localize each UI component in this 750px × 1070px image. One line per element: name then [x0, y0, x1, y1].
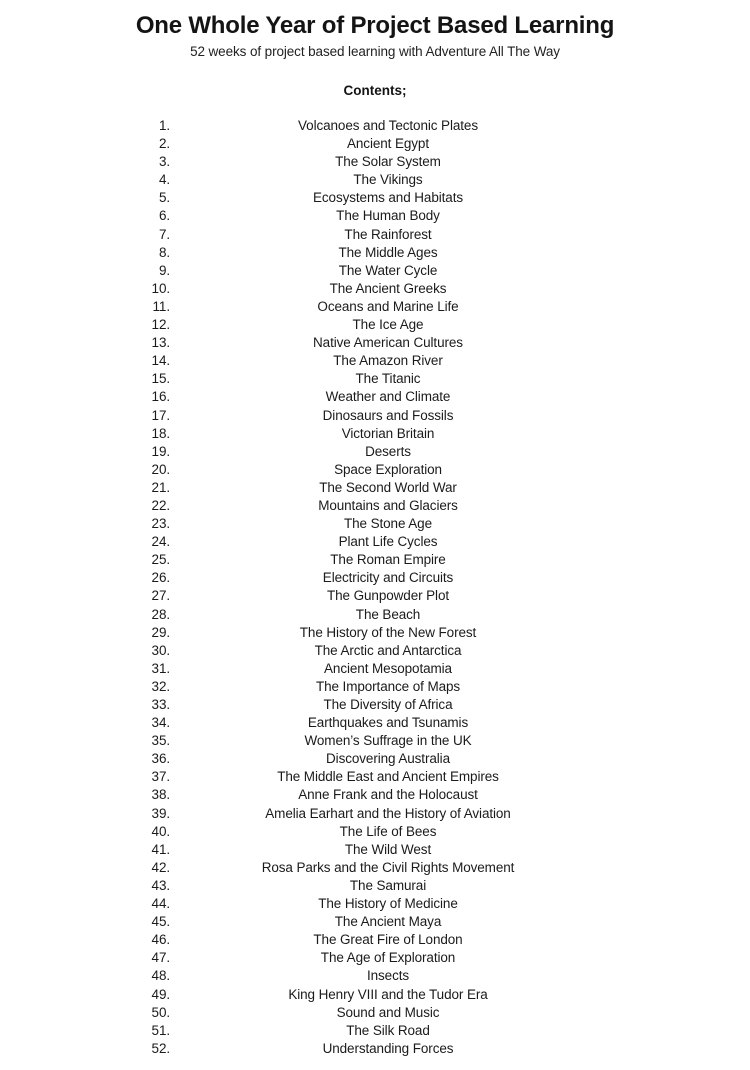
- toc-item-title: The History of Medicine: [318, 896, 458, 912]
- toc-item-number: 43.: [151, 877, 170, 893]
- contents-list: [0, 117, 750, 1058]
- page-title: One Whole Year of Project Based Learning: [135, 12, 615, 39]
- toc-item-number: 20.: [151, 461, 170, 477]
- toc-item-number: 7.: [158, 226, 170, 242]
- toc-item-number: 37.: [151, 769, 170, 785]
- toc-item-number: 49.: [151, 986, 170, 1002]
- toc-item-number: 52.: [151, 1040, 170, 1056]
- toc-row: [0, 931, 750, 949]
- toc-item-number: 36.: [151, 751, 170, 767]
- toc-item-title: The Silk Road: [346, 1022, 430, 1038]
- toc-row: [0, 171, 750, 189]
- toc-row: [0, 280, 750, 298]
- toc-item-number: 40.: [151, 823, 170, 839]
- toc-row: [0, 226, 750, 244]
- toc-item-number: 27.: [151, 588, 170, 604]
- toc-item-number: 11.: [152, 298, 170, 314]
- toc-item-number: 48.: [151, 968, 170, 984]
- document-page: [0, 10, 750, 1070]
- toc-row: [0, 497, 750, 515]
- toc-row: [0, 352, 750, 370]
- toc-item-title: Volcanoes and Tectonic Plates: [298, 118, 478, 133]
- toc-item-title: Anne Frank and the Holocaust: [298, 787, 478, 803]
- toc-item-title: The Middle Ages: [338, 244, 438, 260]
- toc-item-number: 35.: [151, 733, 170, 749]
- toc-item-number: 51.: [151, 1022, 170, 1038]
- toc-item-title: The Importance of Maps: [315, 678, 461, 694]
- toc-item-title: The Titanic: [355, 371, 421, 387]
- toc-item-title: The Solar System: [335, 154, 441, 170]
- toc-item-title: Plant Life Cycles: [338, 534, 438, 550]
- toc-item-title: Oceans and Marine Life: [317, 298, 459, 314]
- toc-row: [0, 823, 750, 841]
- toc-item-number: 30.: [151, 642, 170, 658]
- toc-row: [0, 967, 750, 985]
- toc-item-title: Insects: [366, 968, 410, 984]
- toc-row: [0, 1004, 750, 1022]
- toc-item-title: Ancient Egypt: [346, 136, 429, 152]
- toc-item-title: Amelia Earhart and the History of Aviation: [265, 805, 511, 821]
- toc-row: [0, 913, 750, 931]
- toc-item-title: Space Exploration: [334, 461, 442, 477]
- toc-row: [0, 135, 750, 153]
- toc-item-title: The Ancient Greeks: [329, 280, 447, 296]
- toc-row: [0, 479, 750, 497]
- toc-item-number: 44.: [151, 896, 170, 912]
- toc-row: [0, 407, 750, 425]
- toc-item-number: 14.: [151, 353, 170, 369]
- toc-item-number: 10.: [151, 280, 170, 296]
- toc-row: [0, 587, 750, 605]
- toc-item-number: 41.: [151, 841, 170, 857]
- toc-item-title: Mountains and Glaciers: [318, 497, 458, 513]
- toc-row: [0, 624, 750, 642]
- toc-item-number: 32.: [151, 678, 170, 694]
- toc-item-number: 22.: [151, 497, 170, 513]
- toc-item-number: 39.: [151, 805, 170, 821]
- toc-item-title: The Ice Age: [352, 317, 424, 333]
- toc-item-title: The Wild West: [344, 841, 432, 857]
- toc-item-title: Earthquakes and Tsunamis: [307, 715, 469, 731]
- toc-item-number: 12.: [151, 317, 170, 333]
- toc-row: [0, 859, 750, 877]
- toc-item-number: 47.: [151, 950, 170, 966]
- toc-item-number: 8.: [158, 244, 170, 260]
- toc-item-number: 1.: [158, 118, 170, 133]
- toc-row: [0, 569, 750, 587]
- toc-item-title: Electricity and Circuits: [322, 570, 454, 586]
- toc-row: [0, 606, 750, 624]
- toc-item-title: The Rainforest: [344, 226, 432, 242]
- contents-heading: Contents;: [343, 83, 407, 98]
- toc-row: [0, 642, 750, 660]
- toc-item-title: The Water Cycle: [338, 262, 438, 278]
- toc-item-title: The Roman Empire: [330, 552, 446, 568]
- toc-item-title: The Diversity of Africa: [323, 697, 453, 712]
- toc-row: [0, 551, 750, 569]
- toc-item-number: 4.: [158, 172, 170, 188]
- toc-row: [0, 189, 750, 207]
- toc-item-title: The Human Body: [336, 208, 440, 224]
- toc-item-number: 26.: [151, 570, 170, 586]
- toc-item-title: The Gunpowder Plot: [326, 588, 450, 604]
- toc-item-number: 31.: [151, 660, 170, 676]
- toc-row: [0, 1022, 750, 1040]
- toc-row: [0, 714, 750, 732]
- toc-row: [0, 805, 750, 823]
- toc-item-number: 6.: [158, 208, 170, 224]
- toc-row: [0, 895, 750, 913]
- toc-item-number: 23.: [151, 516, 170, 532]
- toc-item-title: The Life of Bees: [339, 823, 437, 839]
- toc-item-title: The Middle East and Ancient Empires: [277, 769, 499, 785]
- toc-item-title: The Ancient Maya: [334, 914, 442, 930]
- toc-item-number: 50.: [151, 1004, 170, 1020]
- toc-item-title: The Arctic and Antarctica: [314, 642, 462, 658]
- toc-item-title: Deserts: [365, 443, 411, 459]
- toc-item-title: Women’s Suffrage in the UK: [304, 733, 472, 749]
- toc-row: [0, 334, 750, 352]
- toc-item-number: 13.: [151, 335, 170, 351]
- toc-row: [0, 660, 750, 678]
- toc-item-number: 19.: [151, 443, 170, 459]
- toc-row: [0, 316, 750, 334]
- toc-item-number: 38.: [151, 787, 170, 803]
- toc-row: [0, 696, 750, 714]
- toc-row: [0, 732, 750, 750]
- toc-row: [0, 768, 750, 786]
- toc-item-number: 29.: [151, 624, 170, 640]
- toc-item-title: Understanding Forces: [322, 1040, 454, 1056]
- toc-item-title: The Second World War: [319, 479, 457, 495]
- toc-row: [0, 262, 750, 280]
- toc-item-number: 45.: [151, 914, 170, 930]
- toc-item-title: Rosa Parks and the Civil Rights Movement: [261, 859, 515, 875]
- toc-row: [0, 678, 750, 696]
- toc-row: [0, 515, 750, 533]
- toc-row: [0, 298, 750, 316]
- toc-row: [0, 750, 750, 768]
- toc-item-number: 18.: [151, 425, 170, 441]
- toc-row: [0, 443, 750, 461]
- toc-row: [0, 153, 750, 171]
- toc-item-number: 9.: [158, 262, 170, 278]
- toc-row: [0, 117, 750, 135]
- toc-row: [0, 244, 750, 262]
- toc-row: [0, 461, 750, 479]
- toc-item-title: The Great Fire of London: [313, 932, 463, 948]
- toc-item-number: 3.: [158, 154, 170, 170]
- toc-item-number: 5.: [158, 190, 170, 206]
- toc-row: [0, 533, 750, 551]
- toc-item-title: Ancient Mesopotamia: [324, 660, 452, 676]
- toc-item-number: 15.: [151, 371, 170, 387]
- toc-item-title: Discovering Australia: [326, 751, 450, 767]
- toc-row: [0, 1040, 750, 1058]
- toc-item-title: The Beach: [355, 606, 421, 622]
- toc-row: [0, 986, 750, 1004]
- toc-row: [0, 841, 750, 859]
- toc-item-title: The History of the New Forest: [299, 624, 477, 640]
- toc-item-title: The Stone Age: [343, 516, 433, 532]
- toc-row: [0, 207, 750, 225]
- page-subtitle: 52 weeks of project based learning with Adventure All The Way: [190, 44, 560, 59]
- toc-item-title: Weather and Climate: [325, 389, 451, 405]
- toc-item-number: 2.: [158, 136, 170, 152]
- toc-item-number: 21.: [151, 479, 170, 495]
- toc-item-number: 34.: [151, 715, 170, 731]
- toc-item-number: 28.: [151, 606, 170, 622]
- toc-row: [0, 877, 750, 895]
- toc-item-title: Sound and Music: [336, 1004, 440, 1020]
- toc-row: [0, 425, 750, 443]
- toc-item-title: The Vikings: [353, 172, 423, 188]
- toc-item-title: King Henry VIII and the Tudor Era: [288, 986, 488, 1002]
- toc-item-title: The Samurai: [349, 877, 427, 893]
- toc-item-number: 33.: [151, 697, 170, 712]
- toc-item-title: Ecosystems and Habitats: [312, 190, 464, 206]
- toc-item-title: Dinosaurs and Fossils: [322, 407, 454, 423]
- toc-row: [0, 388, 750, 406]
- toc-item-title: The Age of Exploration: [320, 950, 456, 966]
- toc-item-title: The Amazon River: [333, 353, 443, 369]
- toc-item-number: 16.: [151, 389, 170, 405]
- toc-row: [0, 949, 750, 967]
- toc-item-number: 42.: [151, 859, 170, 875]
- toc-row: [0, 786, 750, 804]
- toc-item-title: Victorian Britain: [341, 425, 435, 441]
- toc-item-number: 25.: [151, 552, 170, 568]
- toc-item-title: Native American Cultures: [313, 335, 463, 351]
- toc-item-number: 17.: [151, 407, 170, 423]
- toc-item-number: 24.: [151, 534, 170, 550]
- toc-item-number: 46.: [151, 932, 170, 948]
- toc-row: [0, 370, 750, 388]
